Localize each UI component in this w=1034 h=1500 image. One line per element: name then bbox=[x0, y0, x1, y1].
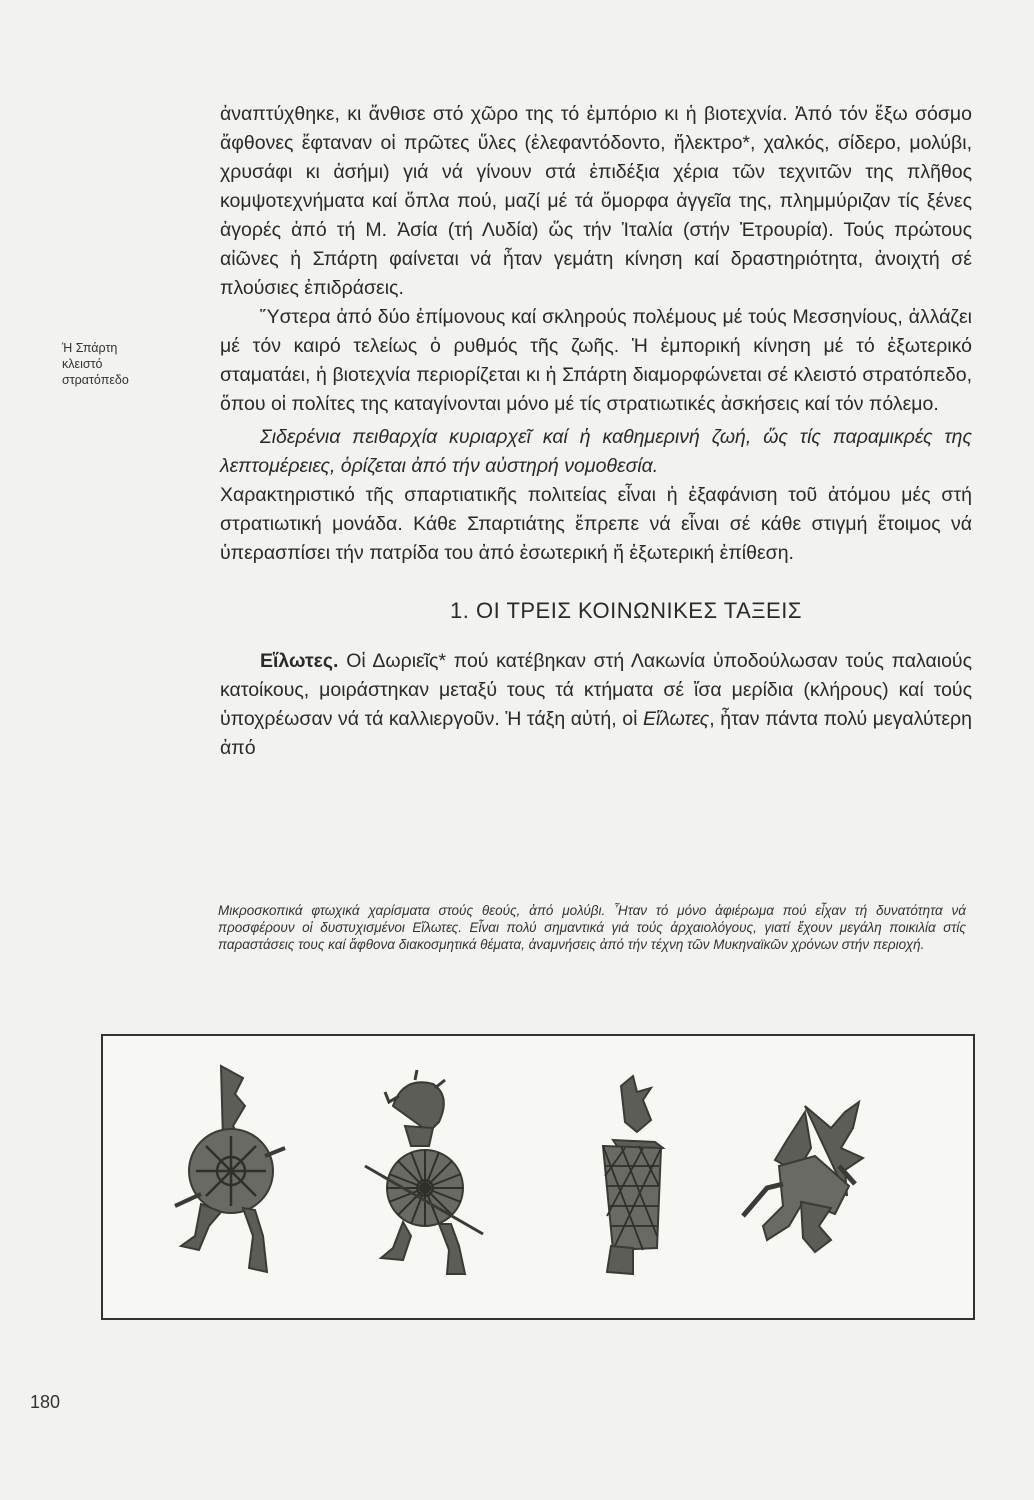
paragraph-italic: Σιδερένια πειθαρχία κυριαρχεῖ καί ἡ καθημερινή ζωή, ὥς τίς παραμικρές της λεπτομέρειες, ὁρίζεται ἀπό τήν αὐστηρή νομοθεσία. bbox=[220, 426, 972, 477]
figurines-illustration bbox=[103, 1036, 973, 1318]
figurine-warrior-radial-shield bbox=[365, 1070, 483, 1274]
figure-lead-figurines bbox=[101, 1034, 975, 1320]
figure-caption: Μικροσκοπικά φτωχικά χαρίσματα στούς θεούς, ἀπό μολύβι. Ἦταν τό μόνο ἀφιέρωμα πού εἶχαν τή δυνατότητα νά προσφέρουν οἱ δυστυχισμένοι Εἵλωτες. Εἶναι πολύ σημαντικά γιά τούς ἀρχαιολόγους, γιατί ἔχουν μεγάλη ποικιλία στίς παραστάσεις τους καί ἄφθονα διακοσμητικά θέματα, ἀναμνήσεις ἀπό τήν τέχνη τῶν Μυκηναϊκῶν χρόνων στήν περιοχή. bbox=[218, 903, 966, 952]
paragraph-1: ἀναπτύχθηκε, κι ἄνθισε στό χῶρο της τό ἐμπόριο κι ἡ βιοτεχνία. Ἀπό τόν ἔξω σόσμο ἄφθονες ἔφταναν οἱ πρῶτες ὕλες (ἐλεφαντόδοντο, ἤλεκτρο*, χαλκός, σίδερο, μολύβι, χρυσάφι κι ἀσήμι) γιά νά γίνουν στά ἐπιδέξια χέρια τῶν τεχνιτῶν της πλῆθος κομψοτεχνήματα καί ὅπλα πού, μαζί μέ τά ὄμορφα ἀγγεῖα της, πλημμύριζαν τίς ξένες ἀγορές ἀπό τή Μ. Ἀσία (τή Λυδία) ὥς τήν Ἰταλία (στήν Ἐτρουρία). Τούς πρώτους αἰῶνες ἡ Σπάρτη φαίνεται νά ἦταν γεμάτη κίνηση καί δραστηριότητα, ἀνοιχτή σέ πλούσιες ἐπιδράσεις. bbox=[220, 103, 972, 299]
paragraph-helots bbox=[220, 647, 972, 763]
margin-note bbox=[62, 340, 172, 388]
margin-note-line-3: στρατόπεδο bbox=[62, 373, 129, 387]
paragraph-3: Χαρακτηριστικό τῆς σπαρτιατικῆς πολιτείας εἶναι ἡ ἐξαφάνιση τοῦ ἀτόμου μές στή στρατιωτική μονάδα. Κάθε Σπαρτιάτης ἔπρεπε νά εἶναι σέ κάθε στιγμή ἕτοιμος νά ὑπερασπίσει τήν πατρίδα του ἀπό ἐσωτερική ἤ ἐξωτερική ἐπίθεση. bbox=[220, 484, 972, 564]
helots-text-2: , ἦταν πάντα πολύ μεγαλύτερη ἀπό bbox=[220, 708, 972, 759]
helots-text-1: Οἱ Δωριεῖς* πού κατέβηκαν στή Λακωνία ὑποδούλωσαν τούς παλαιούς κατοίκους, μοιράστηκαν μεταξύ τους τά κτήματα σέ ἴσα μερίδια (κλήρους) καί τούς ὑποχρέωσαν νά τά καλλιεργοῦν. Ἡ τάξη αὐτή, οἱ bbox=[220, 650, 972, 730]
main-text bbox=[220, 100, 972, 763]
helots-term: Εἵλωτες. bbox=[260, 650, 339, 672]
section-heading: 1. ΟΙ ΤΡΕΙΣ ΚΟΙΝΩΝΙΚΕΣ ΤΑΞΕΙΣ bbox=[450, 598, 802, 623]
margin-note-line-1: Ἡ Σπάρτη bbox=[62, 341, 118, 355]
margin-note-line-2: κλειστό bbox=[62, 357, 103, 371]
figurine-warrior-rosette-shield bbox=[175, 1066, 285, 1272]
figurine-winged-figure bbox=[743, 1102, 863, 1252]
paragraph-2: Ὕστερα ἀπό δύο ἐπίμονους καί σκληρούς πολέμους μέ τούς Μεσσηνίους, ἀλλάζει μέ τόν καιρό τελείως ὁ ρυθμός τῆς ζωῆς. Ἡ ἐμπορική κίνηση μέ τό ἐξωτερικό σταματάει, ἡ βιοτεχνία περιορίζεται κι ἡ Σπάρτη διαμορφώνεται σέ κλειστό στρατόπεδο, ὅπου οἱ πολίτες της καταγίνονται μόνο μέ τίς στρατιωτικές ἀσκήσεις καί τόν πόλεμο. bbox=[220, 306, 972, 415]
helots-italic-word: Εἵλωτες bbox=[642, 708, 710, 730]
figurine-lattice-garment bbox=[603, 1076, 663, 1274]
page-number: 180 bbox=[30, 1392, 61, 1412]
